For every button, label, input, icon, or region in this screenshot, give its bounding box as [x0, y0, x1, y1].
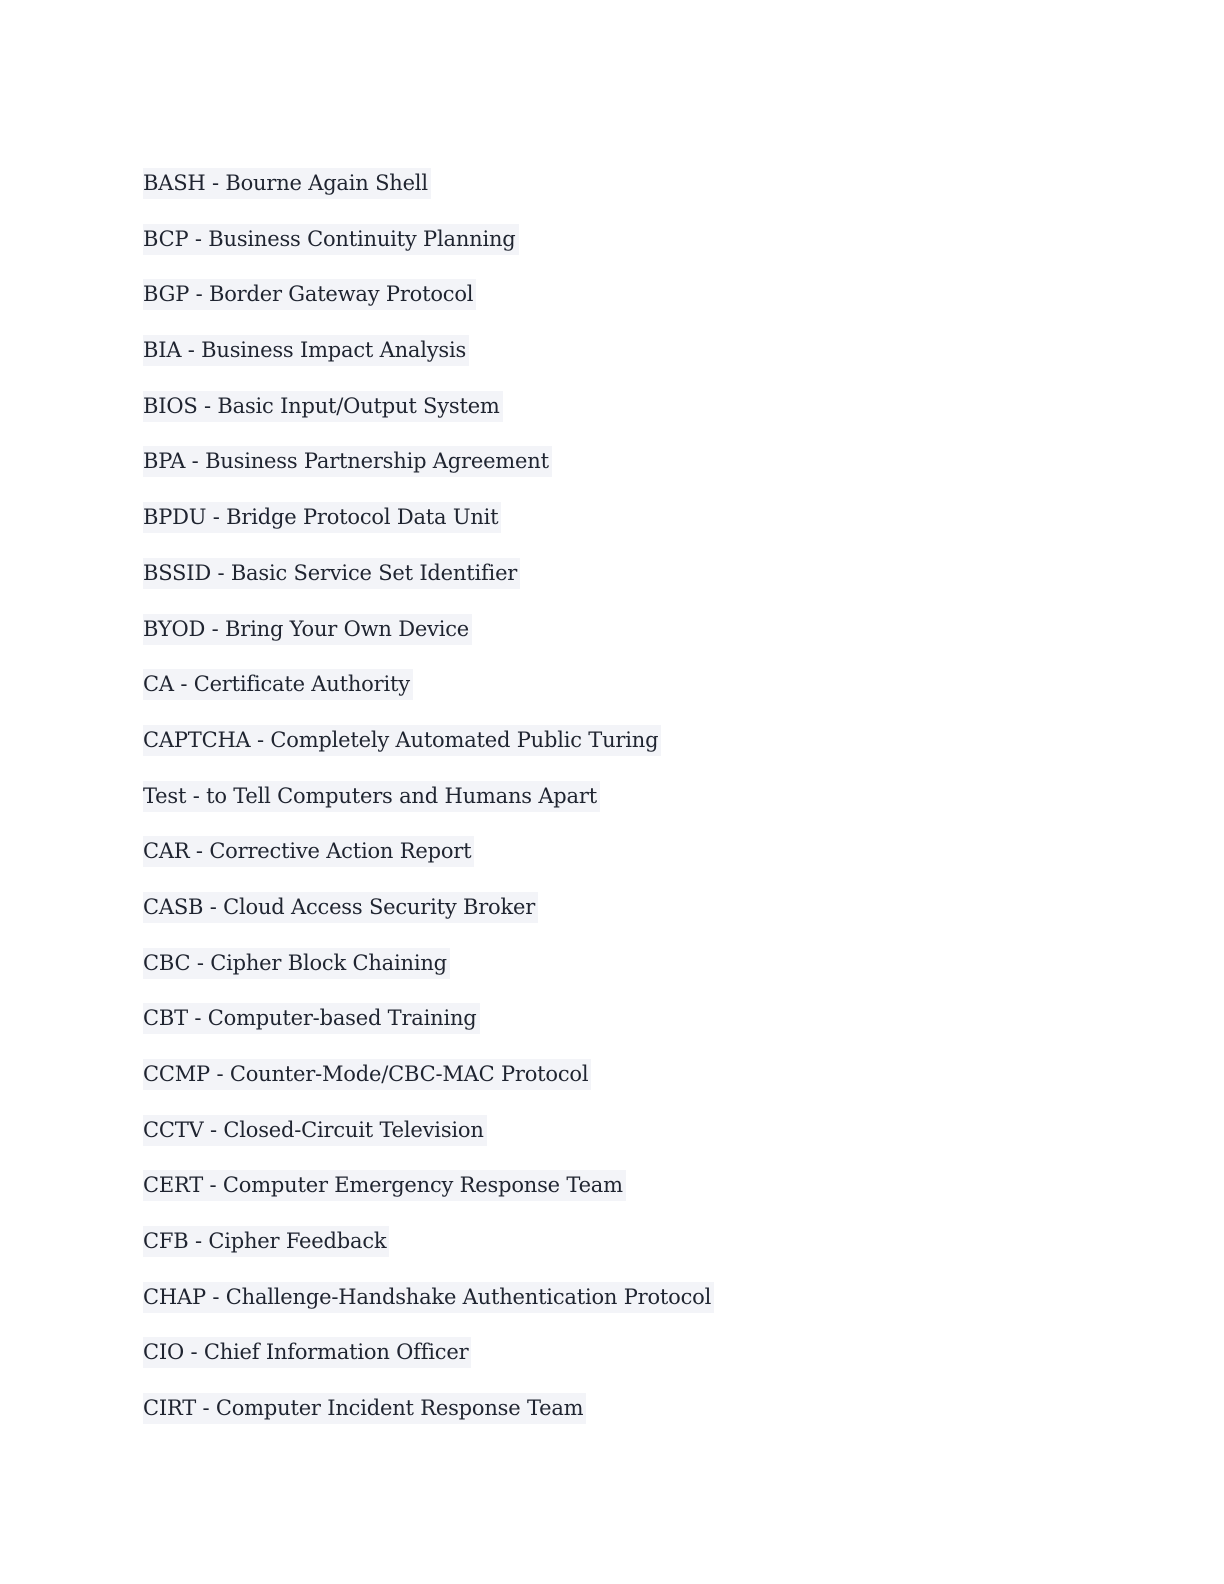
acronym: BYOD — [143, 616, 206, 641]
acronym: CERT — [143, 1173, 204, 1198]
acronym-expansion: Challenge-Handshake Authentication Protocol — [225, 1284, 712, 1309]
acronym: CIO — [143, 1340, 184, 1365]
acronym: CCTV — [143, 1117, 204, 1142]
list-item — [143, 1282, 714, 1338]
acronym-expansion: Bridge Protocol Data Unit — [226, 505, 499, 530]
acronym-line — [143, 836, 474, 867]
list-item — [143, 391, 714, 447]
separator: - — [203, 1117, 224, 1142]
list-item — [143, 1337, 714, 1393]
acronym: Test — [143, 783, 187, 808]
acronym-line — [143, 1393, 586, 1424]
acronym: BASH — [143, 171, 206, 195]
acronym-line — [143, 502, 501, 533]
separator: - — [210, 560, 231, 585]
separator: - — [190, 950, 211, 975]
acronym-line — [143, 335, 469, 366]
acronym-expansion: Border Gateway Protocol — [209, 282, 474, 307]
separator: - — [206, 505, 227, 530]
acronym-line — [143, 1059, 591, 1090]
list-item — [143, 279, 714, 335]
acronym-expansion: Computer Incident Response Team — [215, 1396, 584, 1421]
acronym-expansion: Computer-based Training — [207, 1006, 477, 1031]
acronym-expansion: Business Impact Analysis — [201, 338, 467, 363]
acronym: CFB — [143, 1229, 189, 1254]
acronym: CASB — [143, 894, 204, 919]
separator: - — [205, 1284, 226, 1309]
acronym-expansion: Completely Automated Public Turing — [270, 727, 659, 752]
acronym-line — [143, 614, 472, 645]
acronym-expansion: to Tell Computers and Humans Apart — [206, 783, 597, 808]
list-item — [143, 781, 714, 837]
acronym-line — [143, 1115, 487, 1146]
acronym-expansion: Business Partnership Agreement — [205, 449, 549, 474]
separator: - — [205, 171, 226, 195]
separator: - — [196, 1396, 216, 1421]
list-item — [143, 1115, 714, 1171]
acronym-expansion: Basic Service Set Identifier — [230, 560, 518, 585]
acronym-expansion: Basic Input/Output System — [217, 393, 500, 418]
separator: - — [173, 672, 194, 697]
acronym-expansion: Counter-Mode/CBC-MAC Protocol — [229, 1062, 589, 1086]
acronym-line — [143, 391, 503, 422]
separator: - — [189, 282, 209, 307]
acronym-line — [143, 669, 413, 700]
acronym: CIRT — [143, 1396, 197, 1421]
acronym: CA — [143, 672, 174, 697]
acronym-line — [143, 279, 476, 310]
list-item — [143, 1226, 714, 1282]
acronym-expansion: Corrective Action Report — [209, 839, 472, 864]
acronym: CAR — [143, 839, 190, 864]
acronym: CAPTCHA — [143, 727, 251, 752]
acronym: BIA — [143, 338, 182, 363]
separator: - — [203, 894, 224, 919]
acronym-line — [143, 948, 450, 979]
acronym: CBC — [143, 950, 191, 975]
separator: - — [197, 393, 218, 418]
acronym-line — [143, 224, 519, 255]
acronym-line — [143, 1226, 389, 1257]
acronym-expansion: Cipher Block Chaining — [210, 950, 447, 975]
separator: - — [205, 616, 226, 641]
acronym-expansion: Computer Emergency Response Team — [222, 1173, 623, 1198]
acronym-line — [143, 1170, 626, 1201]
list-item — [143, 1393, 714, 1449]
list-item — [143, 168, 714, 224]
acronym-list — [143, 168, 714, 1449]
acronym: BCP — [143, 226, 189, 251]
list-item — [143, 446, 714, 502]
acronym-expansion: Chief Information Officer — [203, 1340, 469, 1365]
acronym-line — [143, 168, 431, 199]
list-item — [143, 948, 714, 1004]
list-item — [143, 669, 714, 725]
acronym: CCMP — [143, 1062, 210, 1086]
list-item — [143, 836, 714, 892]
list-item — [143, 335, 714, 391]
acronym-line — [143, 892, 538, 923]
separator: - — [187, 1006, 208, 1031]
separator: - — [188, 1229, 209, 1254]
acronym: BGP — [143, 282, 190, 307]
separator: - — [250, 727, 271, 752]
acronym-expansion: Cipher Feedback — [208, 1229, 387, 1254]
acronym-expansion: Bourne Again Shell — [225, 171, 428, 195]
list-item — [143, 1170, 714, 1226]
separator: - — [209, 1062, 230, 1086]
separator: - — [186, 783, 207, 808]
acronym-expansion: Business Continuity Planning — [208, 226, 516, 251]
acronym: CBT — [143, 1006, 188, 1031]
acronym: BIOS — [143, 393, 198, 418]
list-item — [143, 614, 714, 670]
acronym-expansion: Closed-Circuit Television — [223, 1117, 484, 1142]
acronym: CHAP — [143, 1284, 206, 1309]
list-item — [143, 502, 714, 558]
separator: - — [183, 1340, 204, 1365]
acronym-line — [143, 558, 520, 589]
acronym-expansion: Certificate Authority — [193, 672, 410, 697]
separator: - — [203, 1173, 223, 1198]
separator: - — [181, 338, 202, 363]
list-item — [143, 725, 714, 781]
acronym-expansion: Cloud Access Security Broker — [223, 894, 536, 919]
acronym: BPA — [143, 449, 186, 474]
list-item — [143, 558, 714, 614]
separator: - — [188, 226, 209, 251]
acronym: BPDU — [143, 505, 207, 530]
acronym-line — [143, 446, 552, 477]
separator: - — [189, 839, 210, 864]
acronym-line — [143, 725, 661, 756]
list-item — [143, 1059, 714, 1115]
acronym-expansion: Bring Your Own Device — [225, 616, 470, 641]
list-item — [143, 224, 714, 280]
acronym-line — [143, 1337, 471, 1368]
acronym-line — [143, 1282, 714, 1313]
list-item — [143, 1003, 714, 1059]
acronym-line — [143, 781, 600, 812]
list-item — [143, 892, 714, 948]
separator: - — [185, 449, 206, 474]
acronym: BSSID — [143, 560, 211, 585]
acronym-line — [143, 1003, 480, 1034]
